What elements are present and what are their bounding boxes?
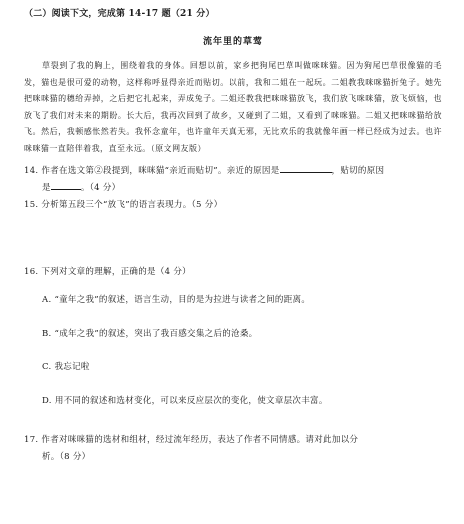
- question-14-text-c: 是: [42, 183, 51, 193]
- question-15: 15. 分析第五段三个“放飞”的语言表现力。（5 分）: [24, 200, 223, 210]
- article-title: 流年里的草莺: [202, 37, 263, 47]
- section-heading: （二）阅读下文，完成第 14-17 题（21 分）: [24, 9, 215, 19]
- question-14-text-d: 。（4 分）: [80, 183, 121, 193]
- question-16-option-a: A. “童年之我”的叙述，语言生动，目的是为拉进与读者之间的距离。: [42, 295, 311, 305]
- question-14-blank-1[interactable]: [280, 163, 332, 173]
- question-14-text-a: 14. 作者在选文第②段提到，咪咪猫“亲近而贴切”。亲近的原因是: [24, 166, 280, 176]
- question-14-line-1: [24, 163, 442, 180]
- article-body: 草裂到了我的胸上，围绕着我的身体。回想以前，家乡把狗尾巴草叫做咪咪猫。因为狗尾巴草很像猫的毛发，猫也是很可爱的动物，这样称呼显得亲近而贴切。以前，我和二姐在一起玩。二姐教我咪咪猫折兔子。她先把咪咪猫的穗给弄掉，之后把它扎起来，弄成兔子。二姐还教我把咪咪猫放飞，我们放飞咪咪猫，放飞烦恼，也放飞了我们对未来的期盼。长大后，我再次回到了故乡，又碰到了二姐，又看到了咪咪猫。二姐又把咪咪猫给放飞。然后，我顿感怅然若失。我怀念童年，也许童年天真无邪，无比欢乐的我就像年画一样已经成为过去。也许咪咪猫一直陪伴着我，直至永远。（原文网友版）: [24, 61, 442, 153]
- question-17-line-2: 析。（8 分）: [42, 452, 91, 462]
- question-14-line-2: [24, 180, 442, 197]
- question-14: [24, 163, 442, 197]
- question-16: 16. 下列对文章的理解，正确的是（4 分）: [24, 267, 191, 277]
- question-16-option-c: C. 我忘记啦: [42, 362, 90, 372]
- question-14-text-b: ，贴切的原因: [331, 166, 385, 176]
- question-16-option-d: D. 用不同的叙述和选材变化，可以来反应层次的变化，使文章层次丰富。: [42, 396, 328, 406]
- question-17-line-1: 17. 作者对咪咪猫的选材和组材，经过流年经历，表达了作者不同情感。请对此加以分: [24, 435, 359, 445]
- question-14-blank-2[interactable]: [51, 180, 81, 190]
- question-17: [24, 432, 442, 466]
- question-16-option-b: B. “成年之我”的叙述，突出了我百感交集之后的沧桑。: [42, 329, 258, 339]
